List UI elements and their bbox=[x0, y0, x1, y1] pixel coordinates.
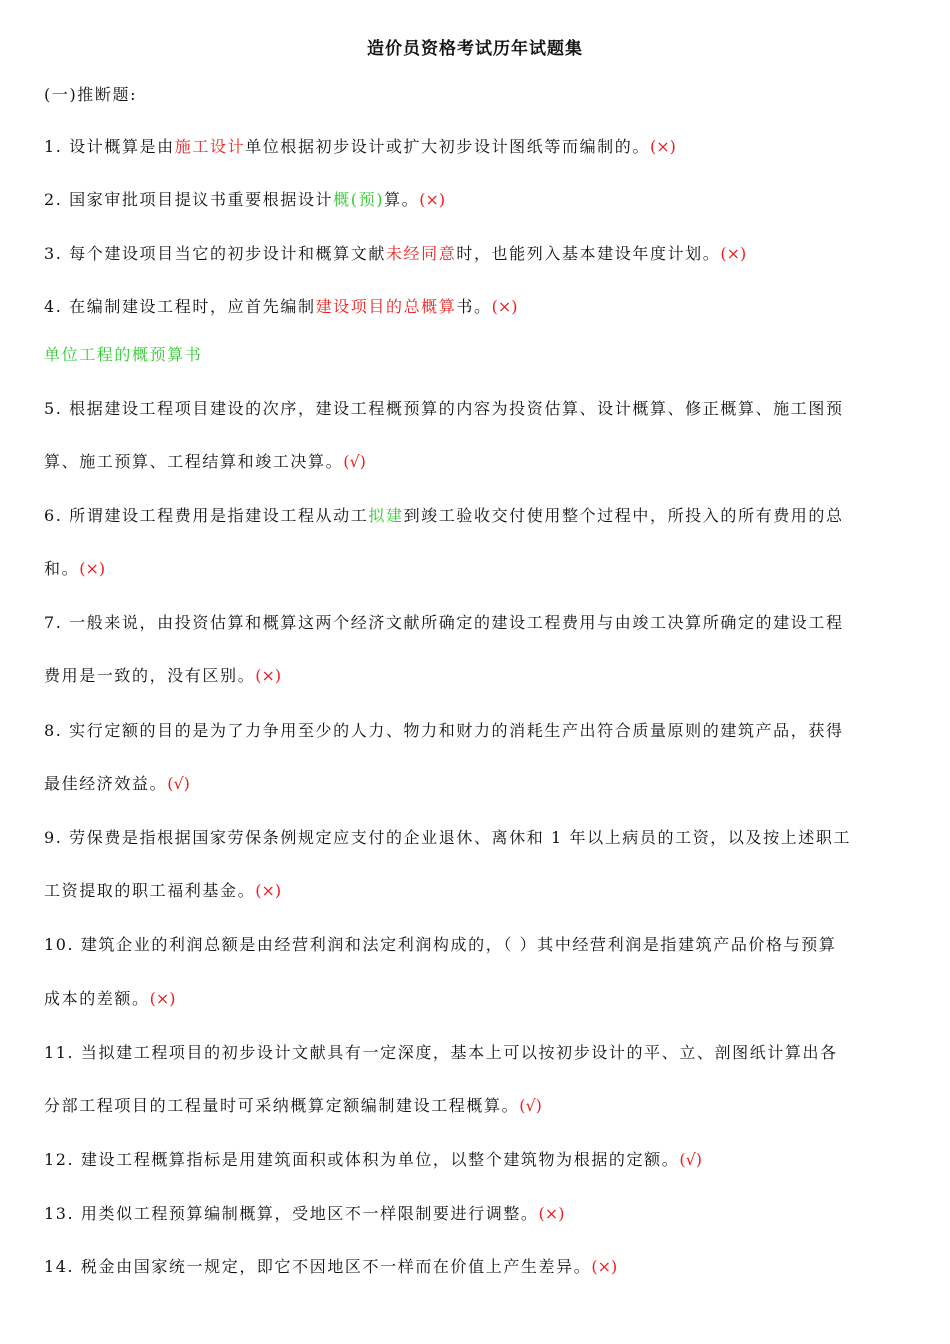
question-6-line-2 bbox=[44, 558, 924, 580]
highlight-red: 建设项目的总概算 bbox=[315, 297, 457, 316]
question-10-line-1: 10. 建筑企业的利润总额是由经营利润和法定利润构成的，（ ）其中经营利润是指建筑产品价格与预算 bbox=[44, 935, 837, 954]
question-11-line-1: 11. 当拟建工程项目的初步设计文献具有一定深度，基本上可以按初步设计的平、立、剖图纸计算出各 bbox=[44, 1043, 838, 1062]
question-14 bbox=[44, 1256, 924, 1278]
question-text: 单位根据初步设计或扩大初步设计图纸等而编制的。 bbox=[245, 137, 650, 156]
question-text: 费用是一致的，没有区别。 bbox=[44, 666, 256, 685]
question-text: 13. 用类似工程预算编制概算，受地区不一样限制要进行调整。 bbox=[44, 1204, 539, 1223]
question-9-line-1: 9. 劳保费是指根据国家劳保条例规定应支付的企业退休、离休和 1 年以上病员的工资，以及按上述职工 bbox=[44, 828, 852, 847]
answer-mark-right: (√) bbox=[679, 1150, 703, 1169]
answer-mark-wrong: (×) bbox=[255, 881, 282, 900]
question-9-line-2 bbox=[44, 880, 924, 902]
question-text: 书。 bbox=[456, 297, 492, 316]
question-text: 算。 bbox=[384, 190, 420, 209]
question-text: 1. 设计概算是由 bbox=[44, 137, 175, 156]
question-1 bbox=[44, 136, 924, 158]
question-13 bbox=[44, 1203, 924, 1225]
question-text: 最佳经济效益。 bbox=[44, 774, 168, 793]
question-text: 14. 税金由国家统一规定，即它不因地区不一样而在价值上产生差异。 bbox=[44, 1257, 592, 1276]
question-text: 3. 每个建设项目当它的初步设计和概算文献 bbox=[44, 244, 386, 263]
question-text: 分部工程项目的工程量时可采纳概算定额编制建设工程概算。 bbox=[44, 1096, 520, 1115]
question-2 bbox=[44, 189, 924, 211]
question-3 bbox=[44, 243, 924, 265]
question-text: 4. 在编制建设工程时，应首先编制 bbox=[44, 297, 316, 316]
answer-mark-wrong: (×) bbox=[720, 244, 747, 263]
answer-mark-wrong: (×) bbox=[255, 666, 282, 685]
question-text: 2. 国家审批项目提议书重要根据设计 bbox=[44, 190, 334, 209]
question-6-line-1 bbox=[44, 505, 924, 527]
answer-mark-wrong: (×) bbox=[149, 989, 176, 1008]
highlight-green: 概(预) bbox=[333, 190, 385, 209]
answer-mark-wrong: (×) bbox=[419, 190, 446, 209]
answer-mark-wrong: (×) bbox=[649, 137, 676, 156]
answer-mark-wrong: (×) bbox=[591, 1257, 618, 1276]
answer-mark-right: (√) bbox=[167, 774, 190, 793]
highlight-green: 拟建 bbox=[368, 506, 404, 525]
question-8-line-2 bbox=[44, 773, 924, 795]
document-title: 造价员资格考试历年试题集 bbox=[367, 39, 583, 59]
question-text: 算、施工预算、工程结算和竣工决算。 bbox=[44, 452, 344, 471]
answer-mark-wrong: (×) bbox=[79, 559, 106, 578]
question-text: 成本的差额。 bbox=[44, 989, 150, 1008]
question-text: 工资提取的职工福利基金。 bbox=[44, 881, 256, 900]
question-4 bbox=[44, 296, 924, 318]
question-5-line-2 bbox=[44, 451, 924, 473]
question-10-line-2 bbox=[44, 988, 924, 1010]
highlight-red: 未经同意 bbox=[385, 244, 457, 263]
answer-mark-wrong: (×) bbox=[491, 297, 518, 316]
question-12 bbox=[44, 1149, 924, 1171]
question-text: 6. 所谓建设工程费用是指建设工程从动工 bbox=[44, 506, 369, 525]
question-7-line-2 bbox=[44, 665, 924, 687]
answer-mark-wrong: (×) bbox=[538, 1204, 565, 1223]
highlight-red: 施工设计 bbox=[174, 137, 246, 156]
question-text: 12. 建设工程概算指标是用建筑面积或体积为单位，以整个建筑物为根据的定额。 bbox=[44, 1150, 680, 1169]
question-11-line-2 bbox=[44, 1095, 924, 1117]
question-5-line-1: 5. 根据建设工程项目建设的次序，建设工程概预算的内容为投资估算、设计概算、修正概算、施工图预 bbox=[44, 399, 844, 418]
section-heading: (一)推断题: bbox=[44, 85, 138, 104]
answer-mark-right: (√) bbox=[343, 452, 366, 471]
question-text: 到竣工验收交付使用整个过程中，所投入的所有费用的总 bbox=[403, 506, 844, 525]
question-text: 时，也能列入基本建设年度计划。 bbox=[456, 244, 721, 263]
question-7-line-1: 7. 一般来说，由投资估算和概算这两个经济文献所确定的建设工程费用与由竣工决算所确定的建设工程 bbox=[44, 613, 844, 632]
question-text: 和。 bbox=[44, 559, 80, 578]
question-8-line-1: 8. 实行定额的目的是为了力争用至少的人力、物力和财力的消耗生产出符合质量原则的建筑产品，获得 bbox=[44, 721, 844, 740]
answer-mark-right: (√) bbox=[519, 1096, 542, 1115]
green-note: 单位工程的概预算书 bbox=[44, 345, 203, 364]
